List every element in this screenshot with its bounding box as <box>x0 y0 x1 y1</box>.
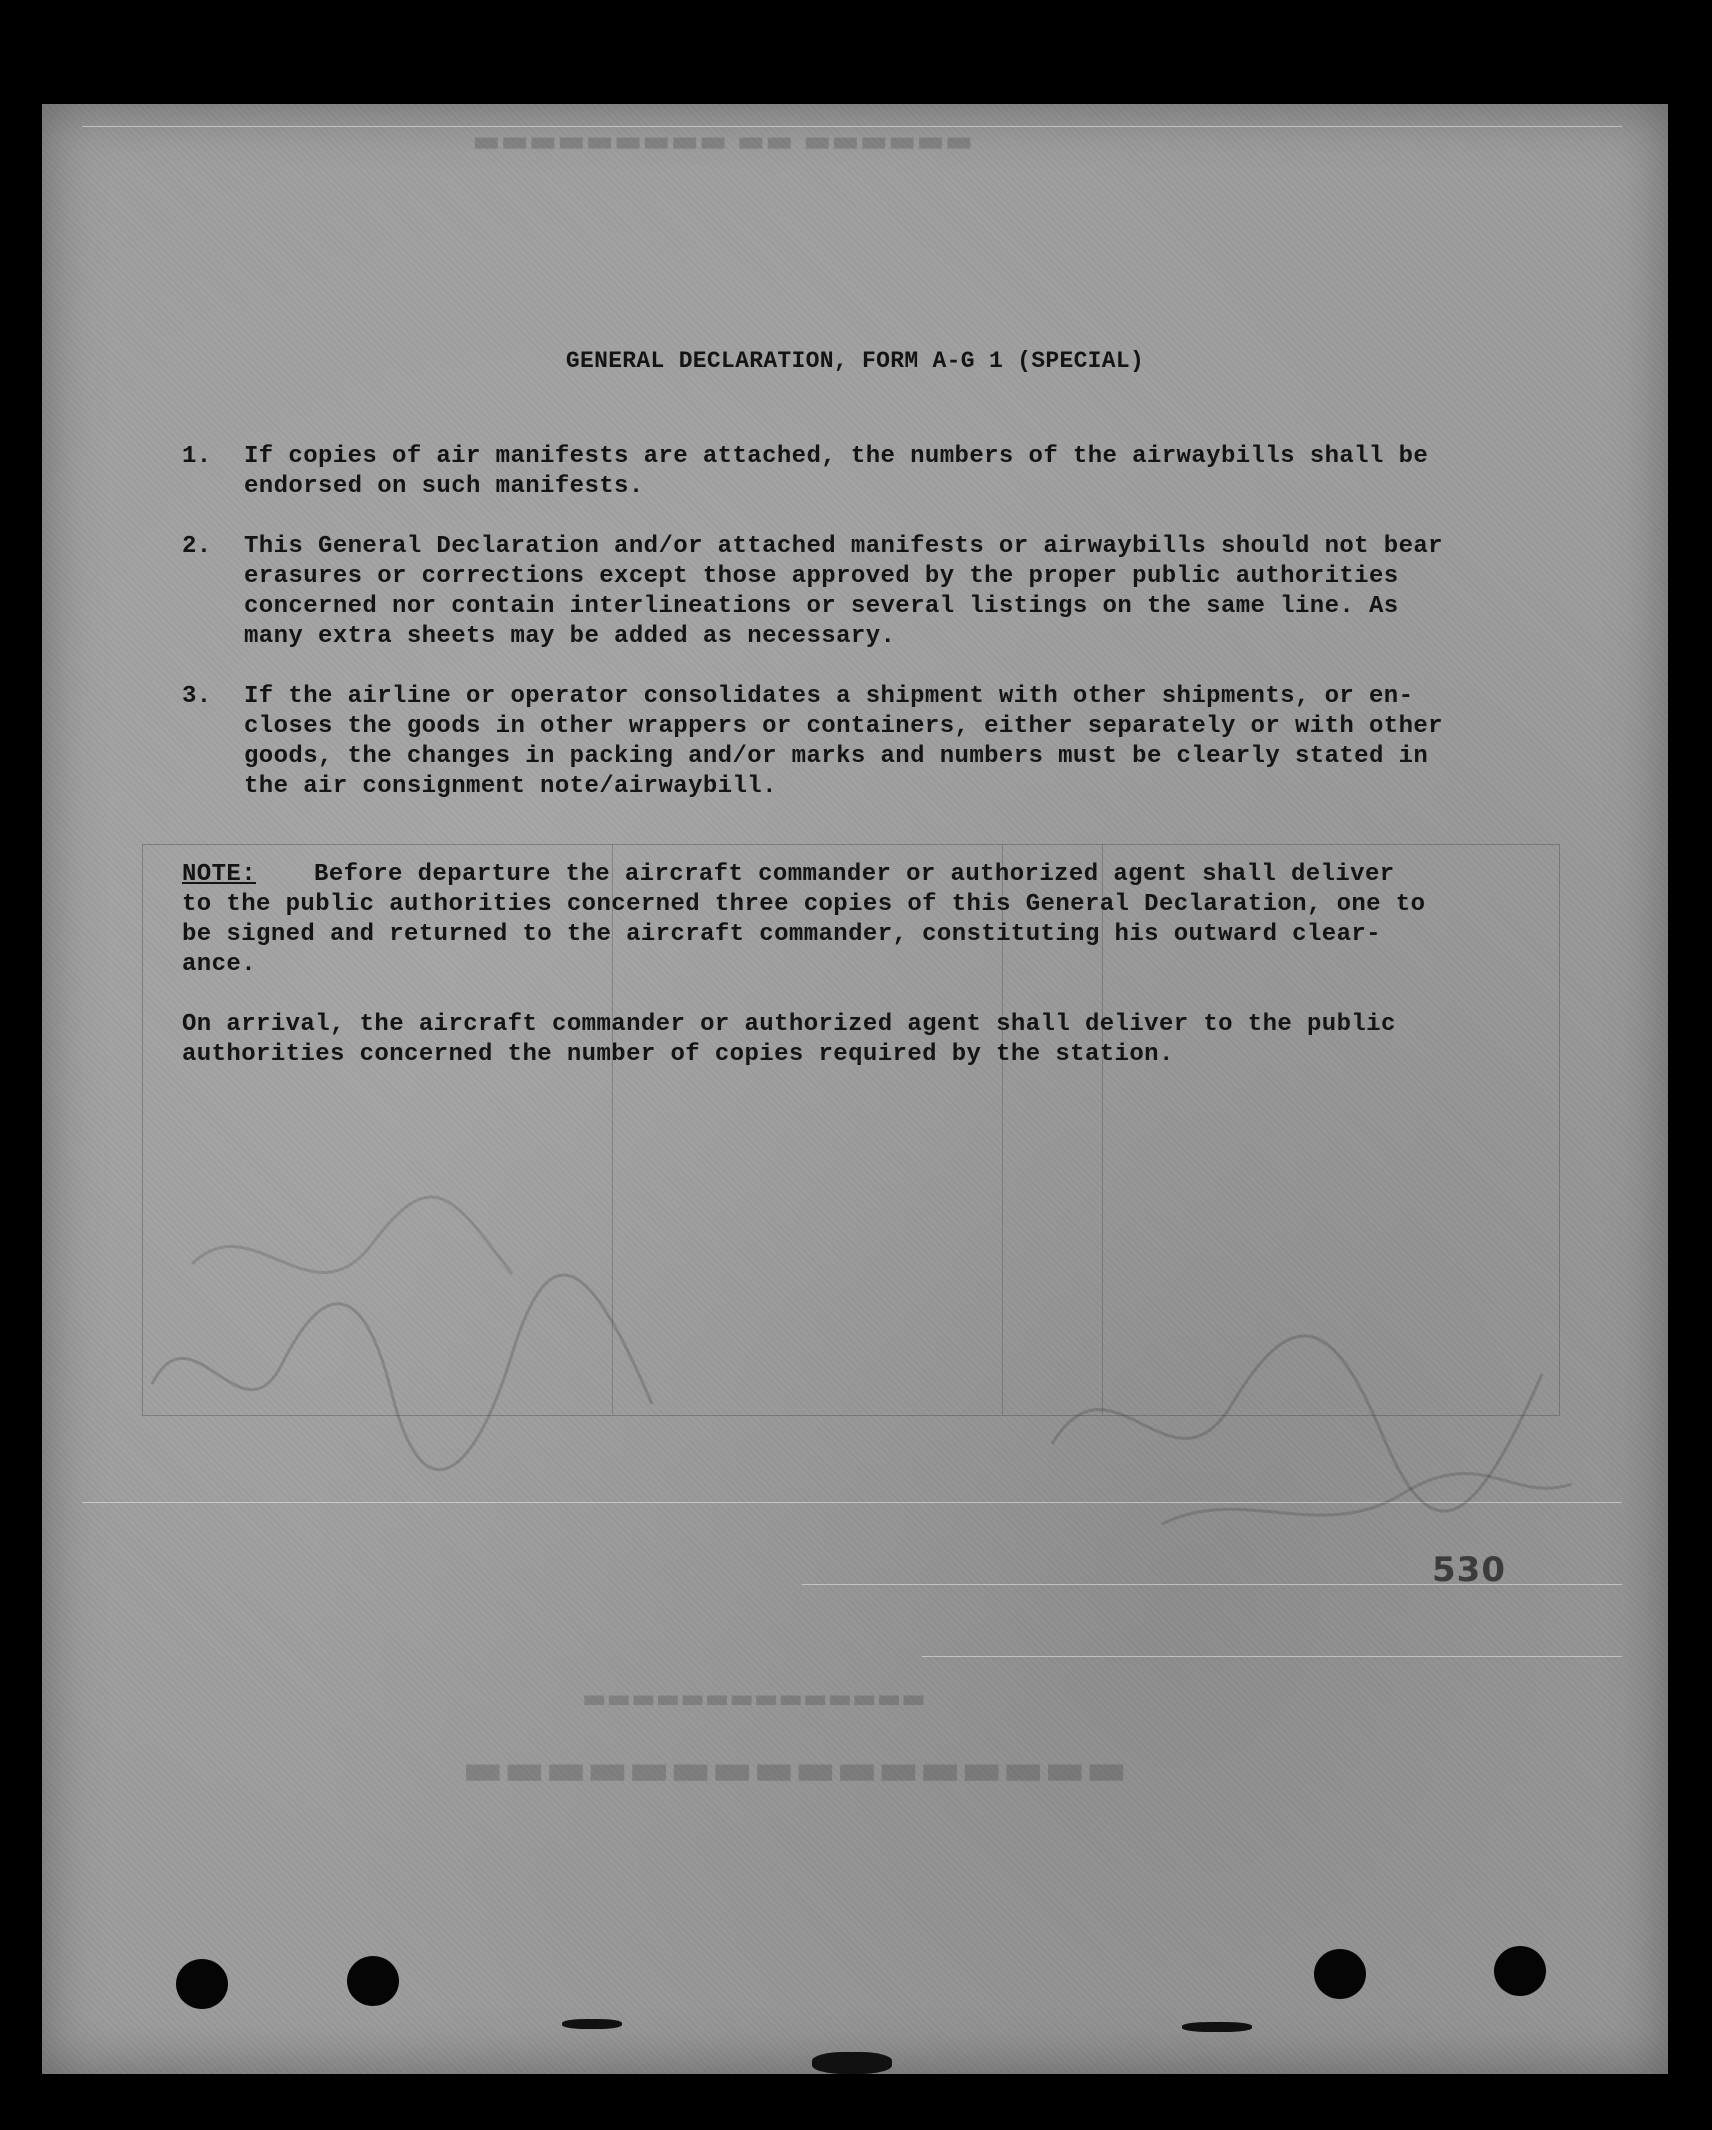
item-line: goods, the changes in packing and/or marks and numbers must be clearly stated in <box>244 743 1429 770</box>
document-title: GENERAL DECLARATION, FORM A-G 1 (SPECIAL) <box>565 348 1145 374</box>
item-line: many extra sheets may be added as necessary. <box>244 623 896 650</box>
item-line: This General Declaration and/or attached manifests or airwaybills should not bear <box>244 533 1443 560</box>
note-line: be signed and returned to the aircraft commander, constituting his outward clear- <box>182 921 1381 948</box>
document-page <box>42 104 1668 2074</box>
item-number: 3. <box>182 683 212 710</box>
stamped-number: 530 <box>1432 1550 1506 1590</box>
bleed-signature-left <box>132 1184 692 1514</box>
note-label: NOTE: <box>182 861 257 888</box>
item-body <box>244 682 1582 802</box>
item-line: If copies of air manifests are attached, the numbers of the airwaybills shall be <box>244 443 1429 470</box>
smudge <box>562 2019 622 2029</box>
instruction-item-3 <box>182 682 1582 802</box>
instruction-item-1 <box>182 442 1582 502</box>
punch-hole <box>1494 1946 1546 1996</box>
mirrored-bleed-text: ▬▬▬▬▬▬▬▬▬▬▬▬▬▬ <box>582 1684 926 1714</box>
punch-hole <box>176 1959 228 2009</box>
item-number: 2. <box>182 533 212 560</box>
item-body <box>244 442 1582 502</box>
note-paragraph <box>182 860 1645 980</box>
item-number: 1. <box>182 443 212 470</box>
item-line: the air consignment note/airwaybill. <box>244 773 777 800</box>
note-line: ance. <box>182 951 257 978</box>
item-body <box>244 532 1582 652</box>
item-line: endorsed on such manifests. <box>244 473 644 500</box>
smudge <box>812 2052 892 2074</box>
arrival-paragraph <box>182 1010 1645 1070</box>
item-line: If the airline or operator consolidates a shipment with other shipments, or en- <box>244 683 1414 710</box>
punch-hole <box>1314 1949 1366 1999</box>
arrival-line: authorities concerned the number of copies required by the station. <box>182 1041 1174 1068</box>
punch-hole <box>347 1956 399 2006</box>
bleed-line <box>922 1656 1622 1657</box>
arrival-line: On arrival, the aircraft commander or authorized agent shall deliver to the public <box>182 1011 1396 1038</box>
mirrored-bleed-text: ▬▬▬▬▬▬ ▬▬ ▬▬▬▬▬▬▬▬▬ <box>472 124 973 159</box>
smudge <box>1182 2022 1252 2032</box>
item-line: closes the goods in other wrappers or containers, either separately or with other <box>244 713 1443 740</box>
note-text: Before departure the aircraft commander or authorized agent shall deliver <box>314 861 1395 888</box>
instruction-item-2 <box>182 532 1582 652</box>
mirrored-bleed-text: ▬▬▬▬▬▬▬▬▬▬▬▬▬▬▬▬ <box>462 1744 1128 1795</box>
bleed-signature-right <box>1042 1284 1602 1564</box>
item-line: concerned nor contain interlineations or several listings on the same line. As <box>244 593 1399 620</box>
note-line: to the public authorities concerned three copies of this General Declaration, one to <box>182 891 1426 918</box>
item-line: erasures or corrections except those approved by the proper public authorities <box>244 563 1399 590</box>
note-first-line <box>182 860 1645 890</box>
